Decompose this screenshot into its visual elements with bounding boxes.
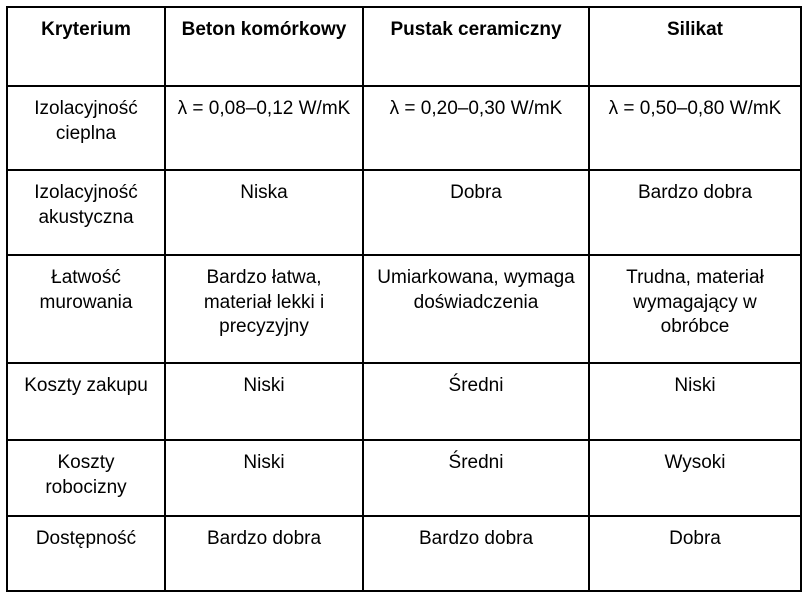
table-cell: Średni (363, 363, 589, 440)
table-row (7, 86, 801, 170)
header-ceramic-block: Pustak ceramiczny (363, 7, 589, 86)
header-criterion: Kryterium (7, 7, 165, 86)
row-label: Izolacyjność cieplna (7, 86, 165, 170)
row-label: Koszty robocizny (7, 440, 165, 516)
table-cell: Niski (165, 363, 363, 440)
table-cell: λ = 0,50–0,80 W/mK (589, 86, 801, 170)
table-cell: Umiarkowana, wymaga doświadczenia (363, 255, 589, 363)
table-cell: λ = 0,08–0,12 W/mK (165, 86, 363, 170)
row-label: Izolacyjność akustyczna (7, 170, 165, 255)
comparison-table (6, 6, 802, 592)
row-label: Dostępność (7, 516, 165, 591)
table-cell: Niski (165, 440, 363, 516)
table-row (7, 440, 801, 516)
table-row (7, 516, 801, 591)
table-row (7, 255, 801, 363)
table-cell: Bardzo dobra (165, 516, 363, 591)
table-cell: Niska (165, 170, 363, 255)
table-cell: Trudna, materiał wymagający w obróbce (589, 255, 801, 363)
row-label: Koszty zakupu (7, 363, 165, 440)
table-cell: Dobra (363, 170, 589, 255)
table-cell: Niski (589, 363, 801, 440)
table-cell: Bardzo dobra (589, 170, 801, 255)
table-cell: Bardzo dobra (363, 516, 589, 591)
header-aerated-concrete: Beton komórkowy (165, 7, 363, 86)
row-label: Łatwość murowania (7, 255, 165, 363)
header-silicate: Silikat (589, 7, 801, 86)
table-cell: Wysoki (589, 440, 801, 516)
table-cell: Dobra (589, 516, 801, 591)
table-cell: Bardzo łatwa, materiał lekki i precyzyjny (165, 255, 363, 363)
table-row (7, 363, 801, 440)
table-cell: Średni (363, 440, 589, 516)
table-row (7, 170, 801, 255)
header-row (7, 7, 801, 86)
table-cell: λ = 0,20–0,30 W/mK (363, 86, 589, 170)
